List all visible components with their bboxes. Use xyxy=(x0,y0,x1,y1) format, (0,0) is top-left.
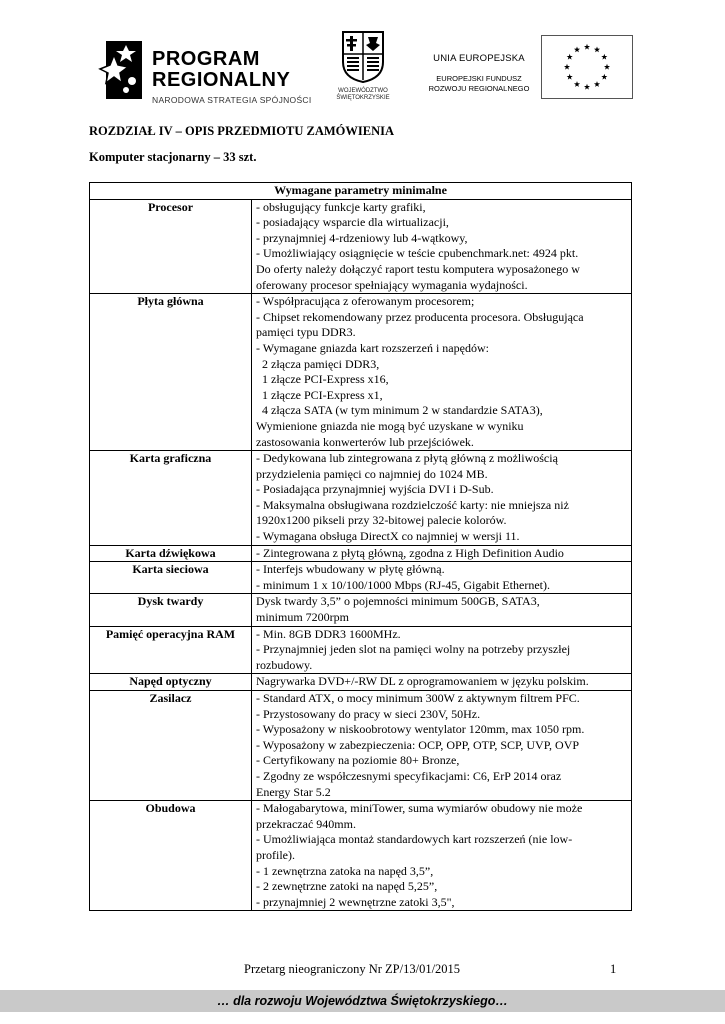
value-line: pamięci typu DDR3. xyxy=(256,325,356,340)
eu-star-icon xyxy=(584,44,590,50)
eu-flag-icon xyxy=(541,35,633,99)
eu-star-icon xyxy=(594,81,600,87)
row-label: Pamięć operacyjna RAM xyxy=(90,626,252,674)
value-line: Energy Star 5.2 xyxy=(256,784,331,799)
eu-star-icon xyxy=(564,64,570,70)
table-row xyxy=(90,451,632,546)
value-line: Nagrywarka DVD+/-RW DL z oprogramowaniem w języku polskim. xyxy=(256,674,589,689)
page-number: 1 xyxy=(610,962,617,976)
voivodeship-logo xyxy=(333,30,393,108)
value-line: - przynajmniej 2 wewnętrzne zatoki 3,5", xyxy=(256,894,455,909)
value-line: zastosowania konwerterów lub przejściówek. xyxy=(256,434,474,449)
value-line: przydzielenia pamięci co najmniej do 1024 MB. xyxy=(256,466,488,481)
value-line: 1 złącze PCI-Express x1, xyxy=(256,387,383,402)
row-label: Płyta główna xyxy=(90,294,252,451)
value-line: 1 złącze PCI-Express x16, xyxy=(256,372,389,387)
table-row xyxy=(90,199,632,294)
table-body xyxy=(90,199,632,911)
eu-star-icon xyxy=(604,64,610,70)
value-line: - Min. 8GB DDR3 1600MHz. xyxy=(256,626,401,641)
row-value xyxy=(252,594,632,626)
row-label: Obudowa xyxy=(90,801,252,911)
value-line: - Standard ATX, o mocy minimum 300W z aktywnym filtrem PFC. xyxy=(256,691,580,705)
value-line: - Zgodny ze współczesnymi specyfikacjami: C6, ErP 2014 oraz xyxy=(256,768,562,783)
value-line: - 2 zewnętrzne zatoki na napęd 5,25”, xyxy=(256,879,438,894)
value-line: 1920x1200 pikseli przy 32-bitowej palecie kolorów. xyxy=(256,513,507,528)
program-logo-line2: REGIONALNY xyxy=(152,69,291,91)
program-regionalny-logo xyxy=(96,35,321,105)
value-line: - Wyposażony w niskoobrotowy wentylator 120mm, max 1050 rpm. xyxy=(256,722,585,737)
eu-logo-text xyxy=(420,53,538,94)
value-line: - Chipset rekomendowany przez producenta procesora. Obsługująca xyxy=(256,309,584,324)
value-line: - Przystosowany do pracy w sieci 230V, 50Hz. xyxy=(256,706,481,721)
value-line: - obsługujący funkcje karty grafiki, xyxy=(256,199,426,214)
eu-star-icon xyxy=(574,81,580,87)
row-value xyxy=(252,691,632,801)
row-value xyxy=(252,545,632,562)
value-line: 4 złącza SATA (w tym minimum 2 w standardzie SATA3), xyxy=(256,403,543,418)
value-line: przekraczać 940mm. xyxy=(256,816,356,831)
value-line: profile). xyxy=(256,847,295,862)
eu-star-icon xyxy=(601,74,607,80)
value-line: 2 złącza pamięci DDR3, xyxy=(256,356,380,371)
row-label: Napęd optyczny xyxy=(90,674,252,691)
row-label: Dysk twardy xyxy=(90,594,252,626)
program-logo-line1: PROGRAM xyxy=(152,48,260,70)
table-row xyxy=(90,801,632,911)
row-label: Procesor xyxy=(90,199,252,294)
value-line: Wymienione gniazda nie mogą być uzyskane w wyniku xyxy=(256,418,524,433)
header-logos xyxy=(0,25,725,105)
row-value xyxy=(252,562,632,594)
eu-logo-line3: ROZWOJU REGIONALNEGO xyxy=(428,84,530,93)
row-label: Karta sieciowa xyxy=(90,562,252,594)
value-line: rozbudowy. xyxy=(256,657,313,672)
value-line: - 1 zewnętrzna zatoka na napęd 3,5”, xyxy=(256,863,434,878)
row-value xyxy=(252,451,632,546)
value-line: - Zintegrowana z płytą główną, zgodna z High Definition Audio xyxy=(256,545,564,560)
value-line: - Maksymalna obsługiwana rozdzielczość karty: nie mniejsza niż xyxy=(256,497,569,512)
table-row xyxy=(90,626,632,674)
eu-star-icon xyxy=(574,46,580,52)
table-row xyxy=(90,691,632,801)
slogan-bar: … dla rozwoju Województwa Świętokrzyskiego… xyxy=(0,990,725,1012)
value-line: - Wymagana obsługa DirectX co najmniej w wersji 11. xyxy=(256,529,520,544)
table-row xyxy=(90,562,632,594)
row-value xyxy=(252,294,632,451)
eu-star-icon xyxy=(567,74,573,80)
value-line: - Wyposażony w zabezpieczenia: OCP, OPP, OTP, SCP, UVP, OVP xyxy=(256,737,580,752)
row-value xyxy=(252,674,632,691)
table-header: Wymagane parametry minimalne xyxy=(90,183,632,200)
value-line: - minimum 1 x 10/100/1000 Mbps (RJ-45, Gigabit Ethernet). xyxy=(256,577,550,592)
value-line: - Wymagane gniazda kart rozszerzeń i napędów: xyxy=(256,340,489,355)
row-value xyxy=(252,801,632,911)
value-line: - Certyfikowany na poziomie 80+ Bronze, xyxy=(256,753,460,768)
eu-logo-line2: EUROPEJSKI FUNDUSZ xyxy=(436,74,522,83)
eu-logo-line1: UNIA EUROPEJSKA xyxy=(433,53,525,64)
value-line: - Umożliwiający osiągnięcie w teście cpubenchmark.net: 4924 pkt. xyxy=(256,246,579,261)
value-line: - Dedykowana lub zintegrowana z płytą główną z możliwością xyxy=(256,451,558,466)
value-line: - Małogabarytowa, miniTower, suma wymiarów obudowy nie może xyxy=(256,801,583,816)
program-regionalny-emblem-icon xyxy=(96,35,144,103)
eu-star-icon xyxy=(584,84,590,90)
row-label: Karta dźwiękowa xyxy=(90,545,252,562)
row-value xyxy=(252,199,632,294)
program-logo-line3: NARODOWA STRATEGIA SPÓJNOŚCI xyxy=(152,95,312,105)
value-line: - Posiadająca przynajmniej wyjścia DVI i D-Sub. xyxy=(256,482,494,497)
section-title: ROZDZIAŁ IV – OPIS PRZEDMIOTU ZAMÓWIENIA xyxy=(89,124,395,138)
eu-star-icon xyxy=(594,46,600,52)
value-line: - Współpracująca z oferowanym procesorem; xyxy=(256,294,475,309)
voivodeship-coat-of-arms-icon xyxy=(341,30,385,84)
value-line: - posiadający wsparcie dla wirtualizacji, xyxy=(256,215,449,230)
footer-text: Przetarg nieograniczony Nr ZP/13/01/2015 xyxy=(244,962,461,976)
value-line: - przynajmniej 4-rdzeniowy lub 4-wątkowy, xyxy=(256,230,468,245)
value-line: oferowany procesor spełniający wymagania wydajności. xyxy=(256,277,528,292)
eu-star-icon xyxy=(567,54,573,60)
row-label: Zasilacz xyxy=(90,691,252,801)
value-line: - Umożliwiająca montaż standardowych kart rozszerzeń (nie low- xyxy=(256,832,573,847)
eu-star-icon xyxy=(601,54,607,60)
table-row xyxy=(90,674,632,691)
value-line: minimum 7200rpm xyxy=(256,610,349,625)
value-line: Dysk twardy 3,5” o pojemności minimum 500GB, SATA3, xyxy=(256,594,540,609)
table-header-row xyxy=(90,183,632,200)
requirements-table xyxy=(89,182,632,911)
row-value xyxy=(252,626,632,674)
section-subtitle: Komputer stacjonarny – 33 szt. xyxy=(89,150,257,164)
value-line: - Interfejs wbudowany w płytę główną. xyxy=(256,562,445,577)
table-row xyxy=(90,294,632,451)
voivodeship-line2: ŚWIĘTOKRZYSKIE xyxy=(336,95,390,101)
voivodeship-line1: WOJEWÓDZTWO xyxy=(338,88,388,94)
value-line: - Przynajmniej jeden slot na pamięci wolny na potrzeby przyszłej xyxy=(256,642,571,657)
value-line: Do oferty należy dołączyć raport testu komputera wyposażonego w xyxy=(256,261,580,276)
table-row xyxy=(90,545,632,562)
table-row xyxy=(90,594,632,626)
voivodeship-logo-text xyxy=(333,88,393,102)
row-label: Karta graficzna xyxy=(90,451,252,546)
